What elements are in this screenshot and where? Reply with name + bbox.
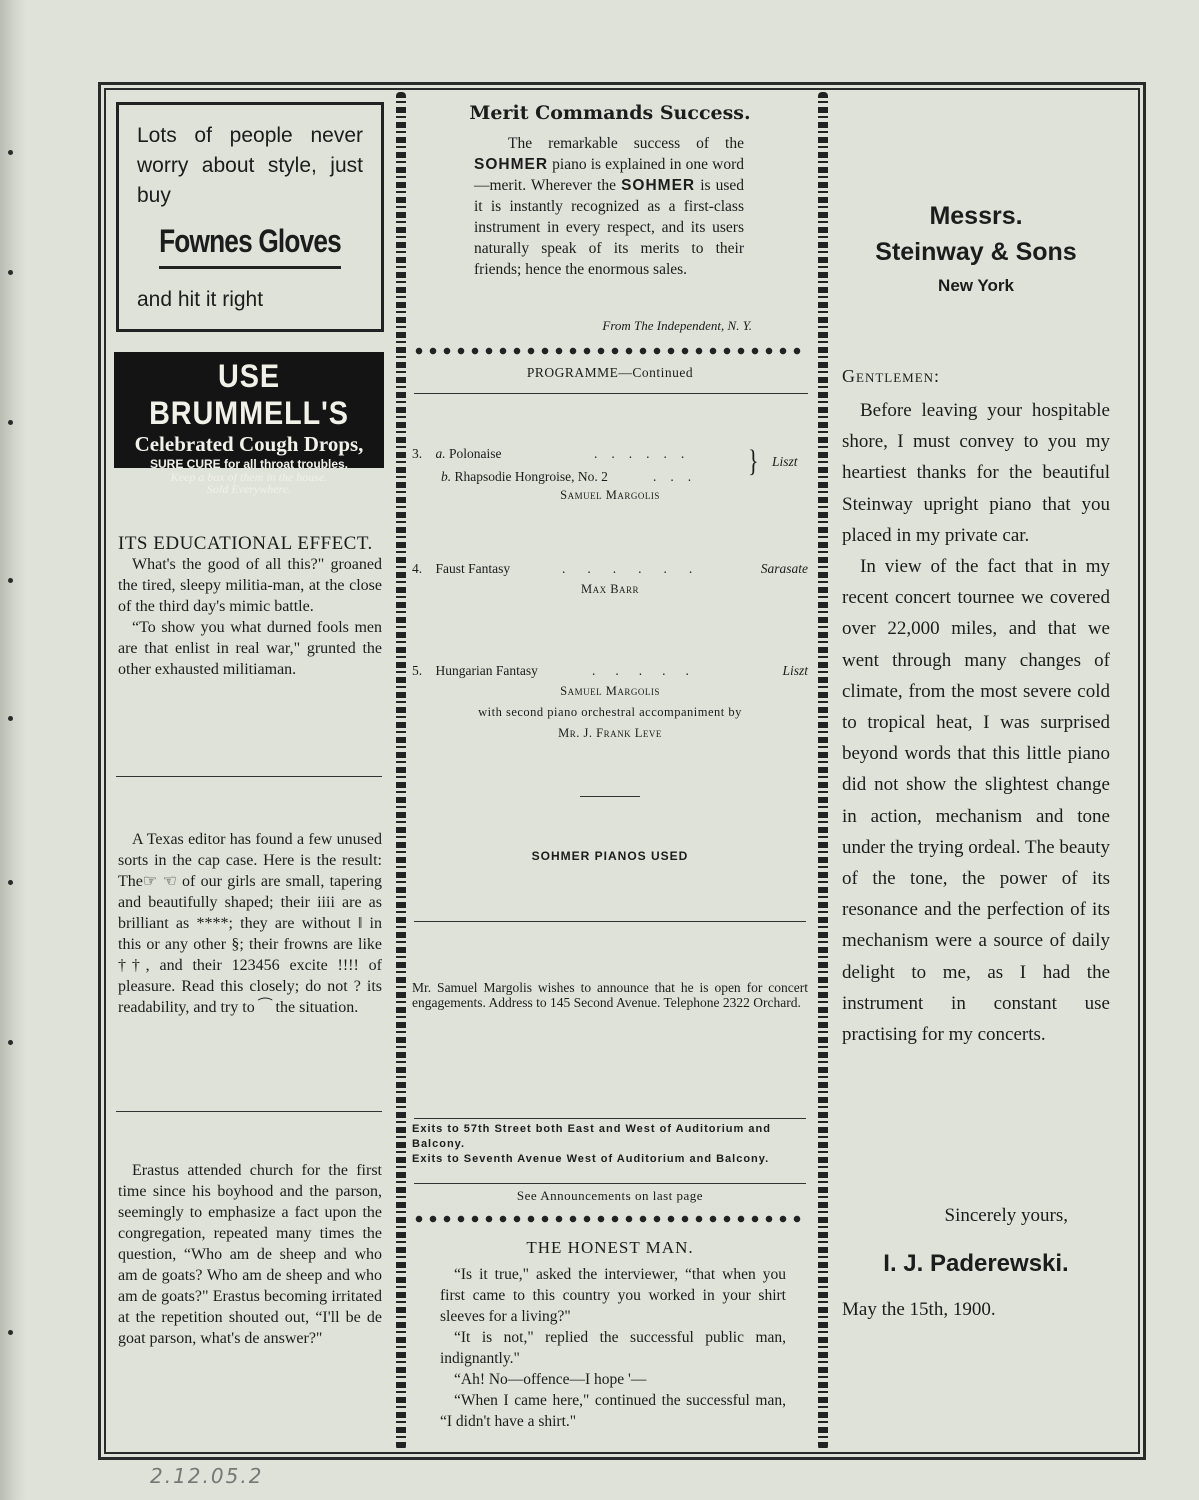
programme-item-4: 4. Faust Fantasy ...... Sarasate: [412, 561, 808, 576]
binding-hole: [8, 1330, 13, 1335]
honest-p2: “It is not," replied the successful public man, indignantly.": [440, 1329, 786, 1367]
letter-signature: I. J. Paderewski.: [883, 1250, 1069, 1277]
exits-rule-bottom: [414, 1183, 806, 1184]
item3-number: 3.: [412, 446, 423, 461]
erastus-article: [118, 1160, 382, 1349]
item3-a-label: a.: [435, 446, 446, 461]
item4-title: Faust Fantasy: [435, 561, 511, 576]
item3-a-title: Polonaise: [449, 446, 502, 461]
educational-para1: What's the good of all this?" groaned the tired, sleepy militia-man, at the close of the third day's mimic battle.: [118, 556, 382, 615]
fownes-gloves-ad: [116, 102, 384, 332]
educational-para2: “To show you what durned fools men are that enlist in real war," grunted the other exhausted militiaman.: [118, 619, 382, 678]
item5-title: Hungarian Fantasy: [435, 663, 538, 678]
letter-closing: Sincerely yours,: [944, 1205, 1068, 1226]
left-rule-2: [116, 1111, 382, 1112]
erastus-text: Erastus attended church for the first time since his boyhood and the parson, seemingly to emphasize a fact upon the congregation, repeated many times the question, “Who am de sheep and who am de goats? Who am de sheep and who am de goats?" Erastus becoming irritated at the repetition shouted out, “I'll be de goat parson, what's de answer?": [118, 1162, 382, 1347]
merit-source: From The Independent, N. Y.: [602, 318, 752, 333]
brummell-ad: [114, 352, 384, 496]
programme-item-3b: b. Rhapsodie Hongroise, No. 2 ...: [441, 469, 706, 484]
fownes-ad-text: Lots of people never worry about style, just buy: [137, 124, 363, 207]
merit-ad: [474, 133, 744, 280]
honest-p3: “Ah! No—offence—I hope '—: [454, 1371, 647, 1388]
binding-hole: [8, 420, 13, 425]
brummell-ad-line1: USE BRUMMELL'S: [149, 358, 349, 431]
honest-man-article: [440, 1264, 786, 1432]
brummell-ad-line3: SURE CURE for all throat troubles.: [149, 457, 349, 471]
programme-short-rule: [580, 796, 640, 797]
fownes-ad-rule: [159, 266, 341, 269]
item3-b-title: Rhapsodie Hongroise, No. 2: [454, 469, 608, 484]
programme-item-3a: 3. a. Polonaise ...... } Liszt: [412, 442, 798, 478]
pianos-used: SOHMER PIANOS USED: [531, 849, 689, 863]
item5-performer: Samuel Margolis: [560, 684, 660, 698]
letter-p2: In view of the fact that in my recent concert tournee we covered over 22,000 miles, and that we went through many changes of climate, from the most severe cold to tropical heat, I was surprised beyond words that this little piano did not show the slightest change in action, mechanism and tone under the trying ordeal. The beauty of the tone, the power of its resonance and the perfection of its mechanism were a source of daily delight to me, as I had the instrument in constant use practising for my concerts.: [842, 556, 1110, 1046]
merit-text-2: piano is explained in one word—merit. Wherever the: [474, 156, 744, 194]
fownes-ad-tagline: and hit it right: [137, 288, 264, 311]
letter-salutation: Gentlemen:: [842, 366, 941, 386]
brummell-ad-line4: Keep a box of them in the house.: [170, 470, 328, 484]
steinway-city: New York: [938, 276, 1014, 295]
merit-title: Merit Commands Success.: [469, 102, 751, 124]
see-announcements: See Announcements on last page: [516, 1188, 704, 1203]
honest-title: THE HONEST MAN.: [526, 1238, 694, 1257]
item5-composer: Liszt: [782, 663, 808, 678]
educational-title: ITS EDUCATIONAL EFFECT.: [118, 533, 373, 554]
steinway-messrs: Messrs.: [929, 202, 1023, 230]
programme-rule-top: [414, 393, 808, 394]
paderewski-letter: [842, 395, 1110, 1050]
item3-composer: Liszt: [772, 454, 798, 469]
item5-accompanist: Mr. J. Frank Leve: [558, 726, 662, 740]
column-divider-right: [818, 92, 828, 1450]
left-rule-1: [116, 776, 382, 777]
texas-text: A Texas editor has found a few unused sorts in the cap case. Here is the result: The☞ ☜ of our girls are small, tapering and beautifully shaped; their iiii are as brilliant as ****; they are without ‖ in this or any other §; their frowns are like ††, and their 123456 excite !!!! of pleasure. Read this closely; do not ? its readability, and try to ⁀ the situation.: [118, 831, 382, 1016]
programme-rule-mid: [414, 921, 806, 922]
honest-p4: “When I came here," continued the successful man, “I didn't have a shirt.": [440, 1392, 786, 1430]
item4-performer: Max Barr: [580, 582, 640, 596]
item4-composer: Sarasate: [760, 561, 808, 576]
handwritten-note: 2.12.05.2: [150, 1464, 264, 1488]
texas-editor-article: [118, 829, 382, 1018]
programme-heading: PROGRAMME—Continued: [526, 365, 694, 380]
binding-hole: [8, 150, 13, 155]
brummell-ad-line2: Celebrated Cough Drops,: [134, 432, 364, 456]
announcement: Mr. Samuel Margolis wishes to announce that he is open for concert engagements. Address to 145 Second Avenue. Telephone 2322 Orchard.: [412, 980, 808, 1010]
programme-item-5: 5. Hungarian Fantasy ..... Liszt: [412, 663, 808, 678]
page-binding: [0, 0, 26, 1500]
merit-sohmer-2: SOHMER: [621, 177, 696, 194]
item3-performer: Samuel Margolis: [560, 488, 660, 502]
wave-rule-1: [414, 346, 806, 356]
letter-p1: Before leaving your hospitable shore, I must convey to you my heartiest thanks for the beautiful Steinway upright piano that you placed in my private car.: [842, 400, 1110, 546]
brummell-ad-line5: Sold Everywhere.: [206, 482, 292, 496]
exits-seventh-ave: Exits to Seventh Avenue West of Auditorium and Balcony.: [412, 1153, 770, 1165]
binding-hole: [8, 880, 13, 885]
merit-text-1: The remarkable success of the: [508, 135, 744, 152]
merit-sohmer-1: SOHMER: [474, 156, 549, 173]
exits-rule-top: [414, 1118, 806, 1119]
item4-number: 4.: [412, 561, 423, 576]
binding-hole: [8, 270, 13, 275]
exits-57th: Exits to 57th Street both East and West of Auditorium and Balcony.: [412, 1123, 771, 1150]
item5-note: with second piano orchestral accompaniment by: [478, 705, 742, 719]
merit-text-3: is used it is instantly recognized as a first-class instrument in every respect, and its users naturally speak of its merits to their friends; hence the enormous sales.: [474, 177, 745, 278]
wave-rule-2: [414, 1214, 806, 1224]
item3-b-label: b.: [441, 469, 452, 484]
educational-effect-article: [118, 533, 382, 680]
column-divider-left: [396, 92, 406, 1450]
fownes-ad-brand: Fownes Gloves: [159, 223, 341, 259]
binding-hole: [8, 578, 13, 583]
item5-number: 5.: [412, 663, 423, 678]
letter-date: May the 15th, 1900.: [842, 1299, 996, 1320]
binding-hole: [8, 716, 13, 721]
steinway-name: Steinway & Sons: [875, 238, 1077, 266]
binding-hole: [8, 1040, 13, 1045]
honest-p1: “Is it true," asked the interviewer, “that when you first came to this country you worked in your shirt sleeves for a living?": [440, 1266, 786, 1325]
